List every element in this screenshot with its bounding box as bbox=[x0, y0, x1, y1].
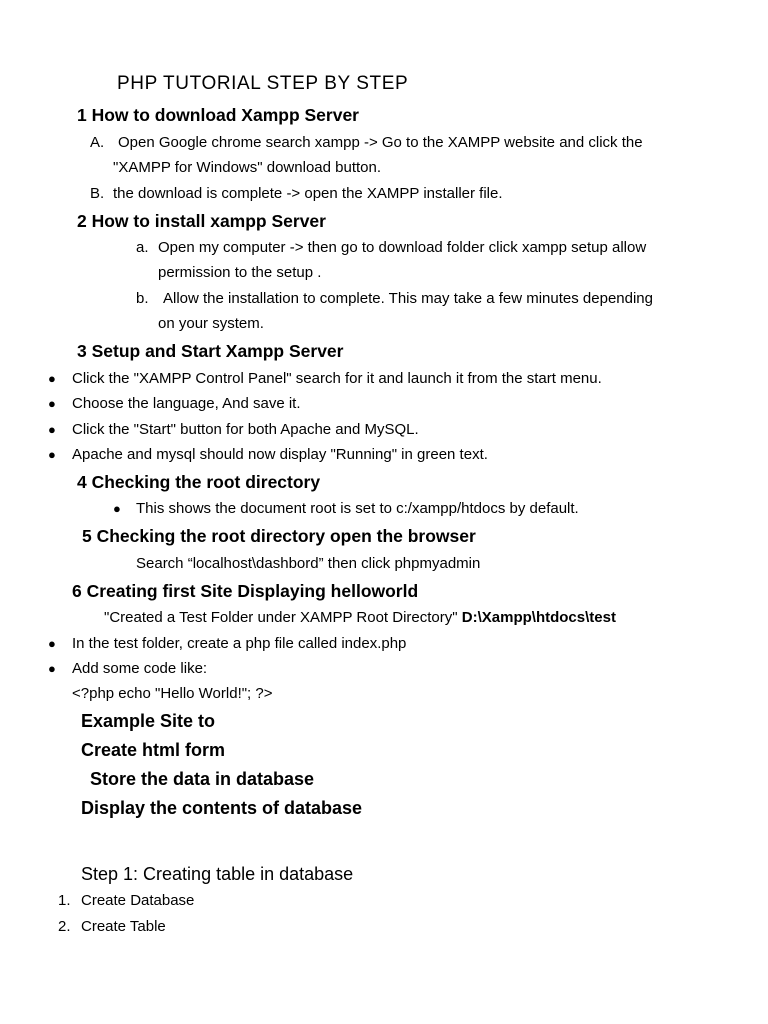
example-line-1: Example Site to bbox=[81, 711, 216, 731]
section-3-bullet-2: Choose the language, And save it. bbox=[72, 395, 301, 412]
bullet-icon: ● bbox=[48, 396, 56, 411]
step-1-item-1: Create Database bbox=[81, 892, 195, 909]
section-1-item-a-marker: A. bbox=[90, 134, 105, 151]
section-6-bullet-2: Add some code like: bbox=[72, 660, 208, 677]
bullet-icon: ● bbox=[48, 447, 56, 462]
example-line-4: Display the contents of database bbox=[81, 798, 363, 818]
section-1-heading: 1 How to download Xampp Server bbox=[77, 105, 359, 125]
document-title: PHP TUTORIAL STEP BY STEP bbox=[117, 73, 409, 94]
section-4-bullet-1: This shows the document root is set to c:/xampp/htdocs by default. bbox=[136, 500, 579, 517]
step-1-item-2-marker: 2. bbox=[58, 918, 71, 935]
bullet-icon: ● bbox=[48, 422, 56, 437]
section-6-heading: 6 Creating first Site Displaying helloworld bbox=[72, 581, 419, 601]
section-6-path: D:\Xampp\htdocs\test bbox=[461, 609, 616, 626]
example-line-2: Create html form bbox=[81, 740, 226, 760]
section-5-heading: 5 Checking the root directory open the browser bbox=[82, 526, 476, 546]
section-6-bullet-1: In the test folder, create a php file called index.php bbox=[72, 635, 407, 652]
section-2-item-b-marker: b. bbox=[136, 290, 149, 307]
bullet-icon: ● bbox=[113, 501, 121, 516]
step-1-item-1-marker: 1. bbox=[58, 892, 71, 909]
section-6-text bbox=[104, 608, 616, 628]
section-3-bullet-4: Apache and mysql should now display "Running" in green text. bbox=[72, 446, 488, 463]
step-1-heading: Step 1: Creating table in database bbox=[81, 864, 354, 884]
example-line-3: Store the data in database bbox=[90, 769, 315, 789]
section-3-heading: 3 Setup and Start Xampp Server bbox=[77, 341, 344, 361]
code-snippet: <?php echo "Hello World!"; ?> bbox=[72, 685, 273, 702]
section-1-item-b-line-1: the download is complete -> open the XAMPP installer file. bbox=[113, 185, 503, 202]
step-1-item-2: Create Table bbox=[81, 918, 166, 935]
section-3-bullet-1: Click the "XAMPP Control Panel" search for it and launch it from the start menu. bbox=[72, 370, 602, 387]
section-6-text-quote: "Created a Test Folder under XAMPP Root Directory" bbox=[104, 609, 458, 626]
bullet-icon: ● bbox=[48, 371, 56, 386]
section-1-item-b-marker: B. bbox=[90, 185, 105, 202]
section-2-item-a-marker: a. bbox=[136, 239, 149, 256]
section-4-heading: 4 Checking the root directory bbox=[77, 472, 321, 492]
section-1-item-a-line-1: Open Google chrome search xampp -> Go to the XAMPP website and click the bbox=[118, 134, 643, 151]
section-1-item-a-line-2: "XAMPP for Windows" download button. bbox=[113, 159, 382, 176]
section-2-heading: 2 How to install xampp Server bbox=[77, 211, 326, 231]
section-2-item-a-line-1: Open my computer -> then go to download folder click xampp setup allow bbox=[158, 239, 647, 256]
bullet-icon: ● bbox=[48, 661, 56, 676]
section-2-item-b-line-1: Allow the installation to complete. This may take a few minutes depending bbox=[163, 290, 653, 307]
section-5-text: Search “localhost\dashbord” then click phpmyadmin bbox=[136, 555, 481, 572]
section-2-item-b-line-2: on your system. bbox=[158, 315, 264, 332]
section-3-bullet-3: Click the "Start" button for both Apache and MySQL. bbox=[72, 421, 419, 438]
bullet-icon: ● bbox=[48, 636, 56, 651]
section-2-item-a-line-2: permission to the setup . bbox=[158, 264, 322, 281]
